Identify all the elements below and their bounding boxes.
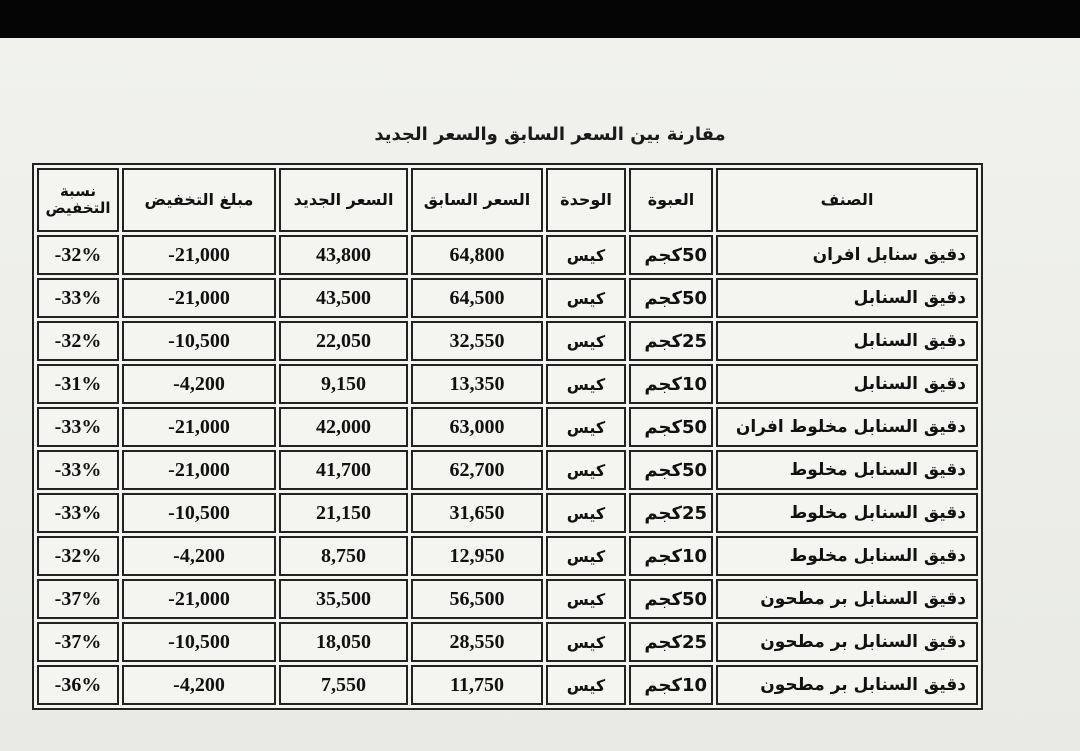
cell-unit: كيس [546, 665, 626, 705]
cell-old-price: 11,750 [411, 665, 543, 705]
cell-old-price: 28,550 [411, 622, 543, 662]
table-row [37, 493, 978, 533]
cell-new-price: 8,750 [279, 536, 408, 576]
table-row [37, 364, 978, 404]
cell-old-price: 62,700 [411, 450, 543, 490]
cell-old-price: 64,800 [411, 235, 543, 275]
cell-discount-amount: -10,500 [122, 493, 276, 533]
table-row [37, 321, 978, 361]
cell-unit: كيس [546, 407, 626, 447]
cell-item: دقيق السنابل بر مطحون [716, 665, 978, 705]
cell-new-price: 42,000 [279, 407, 408, 447]
cell-package: 50كجم [629, 579, 713, 619]
cell-unit: كيس [546, 536, 626, 576]
cell-unit: كيس [546, 235, 626, 275]
document-title: مقارنة بين السعر السابق والسعر الجديد [374, 124, 726, 145]
cell-discount-amount: -4,200 [122, 364, 276, 404]
cell-new-price: 43,500 [279, 278, 408, 318]
cell-discount-pct: -33% [37, 450, 119, 490]
header-item: الصنف [716, 168, 978, 232]
cell-unit: كيس [546, 450, 626, 490]
cell-discount-pct: -32% [37, 536, 119, 576]
table-row [37, 665, 978, 705]
top-black-bar [0, 0, 1080, 38]
cell-discount-pct: -32% [37, 321, 119, 361]
cell-discount-amount: -4,200 [122, 665, 276, 705]
cell-discount-amount: -21,000 [122, 235, 276, 275]
cell-old-price: 63,000 [411, 407, 543, 447]
price-comparison-table [32, 163, 983, 710]
cell-item: دقيق السنابل مخلوط [716, 536, 978, 576]
cell-item: دقيق السنابل [716, 278, 978, 318]
cell-package: 10كجم [629, 665, 713, 705]
cell-unit: كيس [546, 493, 626, 533]
cell-item: دقيق السنابل مخلوط [716, 493, 978, 533]
cell-package: 50كجم [629, 450, 713, 490]
table-row [37, 450, 978, 490]
cell-old-price: 12,950 [411, 536, 543, 576]
cell-package: 50كجم [629, 407, 713, 447]
cell-discount-pct: -37% [37, 579, 119, 619]
cell-package: 25كجم [629, 321, 713, 361]
cell-old-price: 31,650 [411, 493, 543, 533]
cell-old-price: 13,350 [411, 364, 543, 404]
cell-package: 50كجم [629, 235, 713, 275]
header-discount-pct: نسبة التخفيض [37, 168, 119, 232]
cell-discount-pct: -33% [37, 407, 119, 447]
header-old-price: السعر السابق [411, 168, 543, 232]
table-body [37, 235, 978, 705]
header-package: العبوة [629, 168, 713, 232]
cell-old-price: 64,500 [411, 278, 543, 318]
cell-item: دقيق سنابل افران [716, 235, 978, 275]
cell-package: 25كجم [629, 493, 713, 533]
cell-new-price: 35,500 [279, 579, 408, 619]
cell-package: 50كجم [629, 278, 713, 318]
cell-discount-pct: -31% [37, 364, 119, 404]
cell-new-price: 21,150 [279, 493, 408, 533]
cell-item: دقيق السنابل [716, 364, 978, 404]
table-row [37, 579, 978, 619]
cell-package: 10كجم [629, 364, 713, 404]
cell-old-price: 32,550 [411, 321, 543, 361]
cell-discount-amount: -21,000 [122, 579, 276, 619]
table-row [37, 536, 978, 576]
cell-new-price: 7,550 [279, 665, 408, 705]
cell-item: دقيق السنابل بر مطحون [716, 579, 978, 619]
cell-unit: كيس [546, 579, 626, 619]
cell-package: 10كجم [629, 536, 713, 576]
cell-new-price: 43,800 [279, 235, 408, 275]
cell-discount-pct: -32% [37, 235, 119, 275]
cell-new-price: 18,050 [279, 622, 408, 662]
cell-item: دقيق السنابل مخلوط [716, 450, 978, 490]
cell-discount-pct: -33% [37, 278, 119, 318]
table-row [37, 407, 978, 447]
cell-new-price: 41,700 [279, 450, 408, 490]
cell-discount-amount: -21,000 [122, 450, 276, 490]
header-discount-amount: مبلغ التخفيض [122, 168, 276, 232]
cell-unit: كيس [546, 622, 626, 662]
cell-new-price: 22,050 [279, 321, 408, 361]
cell-discount-amount: -21,000 [122, 278, 276, 318]
cell-discount-amount: -4,200 [122, 536, 276, 576]
table-row [37, 622, 978, 662]
cell-old-price: 56,500 [411, 579, 543, 619]
cell-item: دقيق السنابل بر مطحون [716, 622, 978, 662]
table-row [37, 278, 978, 318]
cell-discount-pct: -33% [37, 493, 119, 533]
table-row [37, 235, 978, 275]
cell-discount-amount: -21,000 [122, 407, 276, 447]
cell-discount-pct: -37% [37, 622, 119, 662]
cell-package: 25كجم [629, 622, 713, 662]
cell-discount-pct: -36% [37, 665, 119, 705]
cell-unit: كيس [546, 364, 626, 404]
header-unit: الوحدة [546, 168, 626, 232]
cell-unit: كيس [546, 321, 626, 361]
cell-discount-amount: -10,500 [122, 321, 276, 361]
cell-item: دقيق السنابل [716, 321, 978, 361]
header-new-price: السعر الجديد [279, 168, 408, 232]
cell-new-price: 9,150 [279, 364, 408, 404]
cell-discount-amount: -10,500 [122, 622, 276, 662]
cell-item: دقيق السنابل مخلوط افران [716, 407, 978, 447]
cell-unit: كيس [546, 278, 626, 318]
table-header-row [37, 168, 978, 232]
